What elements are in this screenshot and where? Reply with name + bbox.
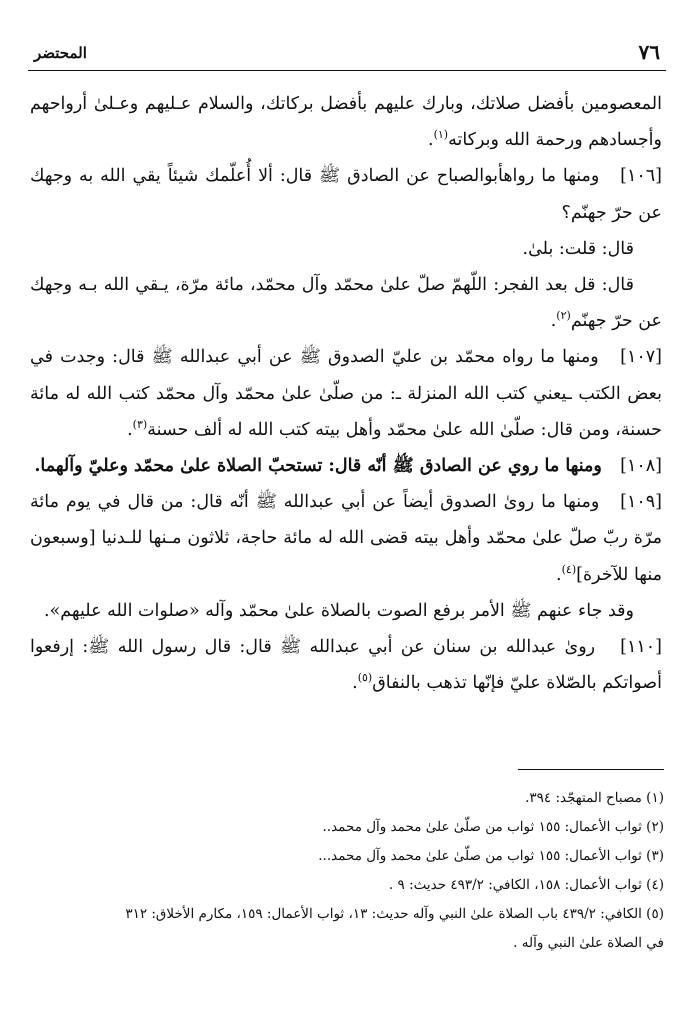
page-number: ٧٦ [638,40,660,64]
hadith-number: [١٠٨] [620,456,662,477]
paragraph-note: وقد جاء عنهم ﷺ الأمر برفع الصوت بالصلاة علىٰ محمّد وآله «صلوات الله عليهم». [44,600,634,621]
footnote-1: (١) مصباح المتهجّد: ٣٩٤. [525,790,664,806]
footnote-ref-3: (٣) [132,418,148,431]
footnote-ref-5: (٥) [357,671,373,685]
footnotes [30,784,664,958]
footnote-2: (٢) ثواب الأعمال: ١٥٥ ثواب من صلّىٰ علىٰ محمد وآل محمد.. [322,819,664,835]
hadith-number: [١٠٩] [620,492,662,513]
footnote-ref-4: (٤) [561,562,577,576]
footnote-5: (٥) الكافي: ٤٣٩/٢ باب الصلاة علىٰ النبي وآله حديث: ١٣، ثواب الأعمال: ١٥٩، مكارم الأخلاق: ٣١٢ [125,906,664,922]
footnote-3: (٣) ثواب الأعمال: ١٥٥ ثواب من صلّىٰ علىٰ محمد وآل محمد... [318,848,664,864]
paragraph-reply: قال: قلت: بلىٰ. [522,238,634,259]
hadith-number: [١١٠] [620,637,662,658]
paragraph-106: [١٠٦] ومنها ما رواهأبوالصباح عن الصادق ﷺ قال: ألا أُعلّمك شيئاً يقي الله به وجهك عن حرّ جهنّم؟ [30,166,662,223]
paragraph-108: [١٠٨] ومنها ما روي عن الصادق ﷺ أنّه قال: تستحبّ الصلاة علىٰ محمّد وعليّ وآلهما. [34,456,662,477]
paragraph-110: [١١٠] رویٰ عبدالله بن سنان عن أبي عبدالله ﷺ قال: قال رسول الله ﷺ: إرفعوا أصواتكم بالصّلاة عليّ فإنّها تذهب بالنفاق$^{(٥)}$. [30,637,662,694]
main-text [30,86,662,701]
paragraph-107: [١٠٧] ومنها ما رواه محمّد بن عليّ الصدوق ﷺ عن أبي عبدالله ﷺ قال: وجدت في بعض الكتب ـيعني كتب الله المنزلة ـ: من صلّىٰ علىٰ محمّد وآل محمّد كتب الله له مائة حسنة، ومن قال: صلّىٰ الله علىٰ محمّد وأهل بيته كتب الله له ألف حسنة$^{(٣)}$. [30,347,662,440]
page-header [28,38,666,71]
footnote-5-continuation: في الصلاة علىٰ النبي وآله . [513,935,664,951]
running-title: المحتضر [34,44,87,62]
footnote-ref-1: (١) [433,128,449,142]
hadith-number: [١٠٦] [620,166,662,187]
footnote-divider [518,769,664,770]
paragraph-1: المعصومين بأفضل صلاتك، وبارك عليهم بأفضل بركاتك، والسلام عـليهم وعـلىٰ أرواحهم وأجسادهم ورحمة الله وبركاته$^{(١)}$. [30,94,662,151]
footnote-ref-2: (٢) [556,309,571,323]
hadith-number: [١٠٧] [620,347,662,368]
footnote-4: (٤) ثواب الأعمال: ١٥٨، الكافي: ٤٩٣/٢ حديث: ٩ . [388,877,664,893]
paragraph-instruction: قال: قل بعد الفجر: اللّهمّ صلّ علىٰ محمّد وآل محمّد، مائة مرّة، يـقي الله بـه وجهك عن حرّ جهنّم$^{(٢)}$. [30,275,662,332]
paragraph-109: [١٠٩] ومنها ما رویٰ الصدوق أيضاً عن أبي عبدالله ﷺ أنّه قال: من قال في يوم مائة مرّة ربّ صلّ علىٰ محمّد وأهل بيته قضى الله له مائة حاجة، ثلاثون مـنها للـدنيا [وسبعون منها للآخرة]$^{(٤)}$. [30,492,662,585]
